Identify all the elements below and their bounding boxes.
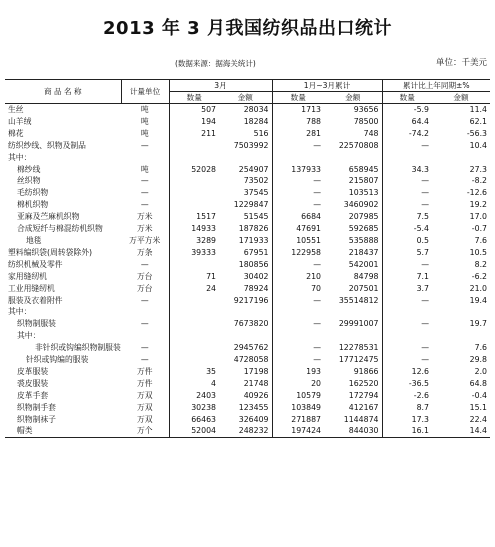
header-cum-amt: 金额 (324, 92, 382, 104)
header-cum-qty: 数量 (272, 92, 324, 104)
table-row (5, 414, 490, 426)
header-yoy-qty: 数量 (382, 92, 432, 104)
header-jan-mar: 1月~3月累计 (272, 80, 382, 92)
yoy-qty-cell: 34.3 (411, 164, 429, 174)
unit-cell: — (121, 140, 169, 152)
yoy-qty-cell: — (421, 343, 429, 353)
cum-amt-cell: 215807 (324, 175, 382, 187)
march-amt-cell: 516 (219, 128, 272, 140)
cum-amt-cell: 3460902 (324, 199, 382, 211)
commodity-name-cell: 棉机织物 (17, 200, 49, 210)
cum-amt-cell: 207501 (324, 283, 382, 295)
march-qty-cell: 1517 (196, 212, 216, 222)
cum-qty-cell: — (313, 259, 321, 269)
header-march: 3月 (169, 80, 272, 92)
yoy-qty-cell: -74.2 (408, 128, 429, 138)
unit-cell: 万件 (121, 366, 169, 378)
table-row (5, 271, 490, 283)
cum-amt-cell (324, 306, 382, 318)
march-qty-cell (169, 175, 219, 187)
yoy-amt-cell: 29.8 (469, 355, 488, 365)
table-row (5, 318, 490, 330)
table-row (5, 211, 490, 223)
unit-cell: 万双 (121, 390, 169, 402)
march-amt-cell: 187826 (219, 223, 272, 235)
yoy-qty-cell: — (421, 200, 429, 210)
table-row (5, 128, 490, 140)
unit-cell (121, 152, 169, 164)
cum-qty-cell: — (313, 295, 321, 305)
yoy-qty-cell: 7.1 (416, 271, 429, 281)
cum-qty-cell: — (313, 188, 321, 198)
cum-qty-cell: 197424 (272, 425, 324, 437)
cum-qty-cell: 10551 (296, 235, 321, 245)
yoy-amt-cell: 2.0 (474, 366, 488, 376)
march-amt-cell (219, 330, 272, 342)
march-amt-cell: 73502 (219, 175, 272, 187)
unit-label: 单位：千美元 (435, 58, 487, 68)
cum-amt-cell: 748 (324, 128, 382, 140)
cum-amt-cell: 207985 (324, 211, 382, 223)
march-amt-cell: 37545 (219, 187, 272, 199)
cum-qty-cell: 103849 (291, 402, 321, 412)
march-amt-cell: 171933 (219, 235, 272, 247)
yoy-amt-cell: 27.3 (469, 164, 488, 174)
table-row (5, 283, 490, 295)
commodity-name-cell: 服装及衣着附件 (8, 295, 63, 305)
cum-qty-cell: 20 (311, 378, 321, 388)
header-march-qty: 数量 (169, 92, 219, 104)
yoy-amt-cell: 10.5 (469, 247, 488, 257)
cum-qty-cell: 6684 (301, 212, 321, 222)
cum-qty-cell: 271887 (291, 414, 321, 424)
cum-amt-cell: 172794 (324, 390, 382, 402)
unit-cell: 万台 (121, 283, 169, 295)
march-qty-cell: 14933 (191, 224, 216, 234)
table-row (5, 116, 490, 128)
table-row (5, 425, 490, 437)
yoy-amt-cell (432, 152, 490, 164)
unit-cell: 吨 (121, 128, 169, 140)
unit-cell: — (121, 199, 169, 211)
yoy-qty-cell: — (421, 259, 429, 269)
march-qty-cell: 66463 (191, 414, 216, 424)
cum-amt-cell: 17712475 (324, 354, 382, 366)
march-qty-cell: 35 (206, 366, 216, 376)
yoy-qty-cell: 12.6 (411, 366, 429, 376)
unit-cell: 万米 (121, 211, 169, 223)
table-row (5, 402, 490, 414)
cum-amt-cell: 22570808 (324, 140, 382, 152)
yoy-qty-cell: — (421, 176, 429, 186)
march-amt-cell: 17198 (219, 366, 272, 378)
march-amt-cell: 2945762 (219, 342, 272, 354)
cum-amt-cell: 103513 (324, 187, 382, 199)
commodity-name-cell: 针织或钩编的服装 (26, 355, 89, 365)
unit-cell: 万条 (121, 247, 169, 259)
yoy-qty-cell (382, 306, 432, 318)
march-amt-cell: 7503992 (219, 140, 272, 152)
export-statistics-table (5, 79, 490, 438)
table-row (5, 104, 490, 116)
yoy-qty-cell: — (421, 355, 429, 365)
unit-cell: 万个 (121, 425, 169, 437)
commodity-name-cell: 家用缝纫机 (8, 271, 47, 281)
march-amt-cell: 180856 (219, 259, 272, 271)
cum-amt-cell (324, 152, 382, 164)
header-commodity-name: 商 品 名 称 (5, 80, 121, 104)
cum-amt-cell: 592685 (324, 223, 382, 235)
march-amt-cell: 28034 (219, 104, 272, 116)
march-amt-cell: 51545 (219, 211, 272, 223)
page-title: 2013 年 3 月我国纺织品出口统计 (103, 18, 392, 39)
commodity-name-cell: 棉纱线 (17, 164, 41, 174)
unit-cell (121, 330, 169, 342)
yoy-amt-cell: 64.8 (469, 378, 488, 388)
table-row (5, 164, 490, 176)
table-row (5, 342, 490, 354)
march-qty-cell: 39333 (191, 247, 216, 257)
march-amt-cell: 248232 (219, 425, 272, 437)
yoy-amt-cell: 21.0 (469, 283, 488, 293)
march-qty-cell (169, 354, 219, 366)
unit-cell: 吨 (121, 164, 169, 176)
yoy-amt-cell: 19.2 (469, 200, 488, 210)
yoy-qty-cell: -5.9 (413, 105, 429, 114)
cum-qty-cell: — (313, 355, 321, 365)
unit-cell: 万件 (121, 378, 169, 390)
commodity-name-cell: 其中： (8, 152, 32, 162)
cum-qty-cell: 47691 (296, 224, 321, 234)
yoy-amt-cell: -12.6 (466, 188, 488, 198)
unit-cell: 万平方米 (121, 235, 169, 247)
yoy-amt-cell: 19.4 (469, 295, 488, 305)
cum-qty-cell: 70 (311, 283, 321, 293)
cum-amt-cell: 93656 (324, 104, 382, 116)
yoy-amt-cell: -8.2 (471, 176, 488, 186)
unit-cell: — (121, 187, 169, 199)
commodity-name-cell: 织物制袜子 (17, 414, 56, 424)
table-row (5, 223, 490, 235)
march-amt-cell: 67951 (219, 247, 272, 259)
cum-amt-cell: 844030 (324, 425, 382, 437)
march-qty-cell: 4 (211, 378, 216, 388)
commodity-name-cell: 其中： (17, 331, 41, 341)
table-row (5, 354, 490, 366)
cum-amt-cell: 84798 (324, 271, 382, 283)
yoy-qty-cell: 64.4 (411, 116, 429, 126)
commodity-name-cell: 其中： (8, 307, 32, 317)
table-row (5, 378, 490, 390)
commodity-name-cell: 地毯 (26, 235, 42, 245)
cum-amt-cell: 535888 (324, 235, 382, 247)
cum-amt-cell: 35514812 (324, 295, 382, 307)
yoy-qty-cell: — (421, 295, 429, 305)
march-qty-cell: 507 (201, 105, 216, 114)
table-row (5, 306, 490, 318)
march-amt-cell: 21748 (219, 378, 272, 390)
yoy-qty-cell: 5.7 (416, 247, 429, 257)
yoy-qty-cell (382, 152, 432, 164)
yoy-qty-cell: — (421, 188, 429, 198)
cum-amt-cell: 542001 (324, 259, 382, 271)
cum-amt-cell (324, 330, 382, 342)
table-row (5, 175, 490, 187)
cum-qty-cell: — (313, 176, 321, 186)
header-march-amt: 金额 (219, 92, 272, 104)
commodity-name-cell: 皮革手套 (17, 390, 49, 400)
header-row-top (5, 80, 490, 92)
yoy-amt-cell: 11.4 (469, 105, 488, 114)
yoy-amt-cell: 62.1 (469, 116, 488, 126)
yoy-amt-cell: -0.7 (471, 224, 488, 234)
cum-amt-cell: 412167 (324, 402, 382, 414)
commodity-name-cell: 织物制服装 (17, 319, 56, 329)
cum-qty-cell: — (313, 200, 321, 210)
table-row (5, 152, 490, 164)
march-qty-cell (169, 140, 219, 152)
march-amt-cell (219, 306, 272, 318)
march-qty-cell: 24 (206, 283, 216, 293)
commodity-name-cell: 皮革服装 (17, 366, 49, 376)
cum-qty-cell: — (313, 343, 321, 353)
commodity-name-cell: 合成短纤与棉混纺机织物 (17, 224, 103, 234)
yoy-qty-cell: 7.5 (416, 212, 429, 222)
march-amt-cell: 78924 (219, 283, 272, 295)
table-row (5, 187, 490, 199)
unit-cell: — (121, 318, 169, 330)
march-qty-cell: 30238 (191, 402, 216, 412)
yoy-amt-cell: -0.4 (471, 390, 488, 400)
unit-cell: 万米 (121, 223, 169, 235)
yoy-qty-cell: 3.7 (416, 283, 429, 293)
cum-amt-cell: 162520 (324, 378, 382, 390)
header-yoy-amt: 金额 (432, 92, 490, 104)
yoy-amt-cell: 17.0 (469, 212, 488, 222)
unit-cell: — (121, 354, 169, 366)
cum-qty-cell: 122958 (291, 247, 321, 257)
cum-qty-cell: 137933 (291, 164, 321, 174)
cum-qty-cell (272, 306, 324, 318)
cum-qty-cell: 193 (306, 366, 321, 376)
commodity-name-cell: 丝织物 (17, 176, 41, 186)
cum-qty-cell: 10579 (296, 390, 321, 400)
yoy-amt-cell: 8.2 (474, 259, 488, 269)
yoy-amt-cell: 14.4 (432, 425, 490, 437)
commodity-name-cell: 塑料编织袋(周转袋除外) (8, 247, 93, 257)
march-qty-cell (169, 199, 219, 211)
yoy-amt-cell: 19.7 (469, 319, 488, 329)
yoy-amt-cell: 15.1 (469, 402, 488, 412)
yoy-qty-cell: 17.3 (411, 414, 429, 424)
table-row (5, 295, 490, 307)
unit-cell: 万台 (121, 271, 169, 283)
cum-amt-cell: 12278531 (324, 342, 382, 354)
cum-amt-cell: 78500 (324, 116, 382, 128)
march-qty-cell: 3289 (196, 235, 216, 245)
march-amt-cell: 4728058 (219, 354, 272, 366)
march-amt-cell: 30402 (219, 271, 272, 283)
yoy-amt-cell: 7.6 (474, 343, 488, 353)
commodity-name-cell: 毛纺织物 (17, 188, 49, 198)
yoy-amt-cell: -56.3 (466, 128, 488, 138)
data-source-note: (数据来源：据海关统计) (175, 59, 256, 68)
march-qty-cell (169, 295, 219, 307)
yoy-qty-cell (382, 330, 432, 342)
yoy-qty-cell: -36.5 (408, 378, 429, 388)
march-amt-cell: 123455 (219, 402, 272, 414)
march-qty-cell: 52028 (191, 164, 216, 174)
march-qty-cell (169, 152, 219, 164)
march-amt-cell: 1229847 (219, 199, 272, 211)
table-row (5, 259, 490, 271)
unit-cell (121, 306, 169, 318)
table-body (5, 104, 490, 438)
march-amt-cell: 40926 (219, 390, 272, 402)
cum-qty-cell: — (313, 319, 321, 329)
march-amt-cell: 9217196 (219, 295, 272, 307)
yoy-amt-cell: 22.4 (469, 414, 488, 424)
march-qty-cell (169, 318, 219, 330)
cum-qty-cell: 1713 (301, 105, 321, 114)
march-qty-cell: 71 (206, 271, 216, 281)
yoy-qty-cell: — (421, 319, 429, 329)
cum-qty-cell: 210 (306, 271, 321, 281)
header-yoy: 累计比上年同期±% (382, 80, 490, 92)
cum-amt-cell: 29991007 (324, 318, 382, 330)
commodity-name-cell: 帽类 (5, 425, 121, 437)
yoy-qty-cell: 8.7 (416, 402, 429, 412)
header-unit: 计量单位 (121, 80, 169, 104)
unit-cell: 吨 (121, 104, 169, 116)
yoy-amt-cell (432, 306, 490, 318)
yoy-amt-cell: 7.6 (474, 235, 488, 245)
cum-amt-cell: 218437 (324, 247, 382, 259)
cum-qty-cell: 281 (306, 128, 321, 138)
commodity-name-cell: 生丝 (8, 105, 24, 114)
march-qty-cell: 2403 (196, 390, 216, 400)
commodity-name-cell: 织物制手套 (17, 402, 56, 412)
table-row (5, 199, 490, 211)
march-qty-cell: 52004 (169, 425, 219, 437)
march-qty-cell (169, 306, 219, 318)
yoy-qty-cell: 0.5 (416, 235, 429, 245)
unit-cell: 万双 (121, 402, 169, 414)
yoy-qty-cell: -5.4 (413, 224, 429, 234)
yoy-amt-cell: 10.4 (469, 140, 488, 150)
yoy-amt-cell: -6.2 (471, 271, 488, 281)
march-qty-cell (169, 342, 219, 354)
commodity-name-cell: 工业用缝纫机 (8, 283, 55, 293)
cum-qty-cell: 788 (306, 116, 321, 126)
unit-cell: 万双 (121, 414, 169, 426)
cum-amt-cell: 658945 (324, 164, 382, 176)
commodity-name-cell: 亚麻及苎麻机织物 (17, 212, 80, 222)
yoy-qty-cell: -2.6 (413, 390, 429, 400)
unit-cell: — (121, 342, 169, 354)
march-qty-cell (169, 187, 219, 199)
commodity-name-cell: 山羊绒 (8, 116, 32, 126)
yoy-qty-cell: 16.1 (382, 425, 432, 437)
table-row (5, 330, 490, 342)
unit-cell: — (121, 295, 169, 307)
commodity-name-cell: 纺织纱线、织物及制品 (8, 140, 86, 150)
table-row (5, 140, 490, 152)
march-qty-cell: 194 (201, 116, 216, 126)
commodity-name-cell: 非针织或钩编织物制服装 (35, 343, 121, 353)
march-amt-cell: 18284 (219, 116, 272, 128)
table-row (5, 235, 490, 247)
table-row (5, 366, 490, 378)
cum-amt-cell: 1144874 (324, 414, 382, 426)
unit-cell: — (121, 175, 169, 187)
commodity-name-cell: 裘皮服装 (17, 378, 49, 388)
march-amt-cell: 326409 (219, 414, 272, 426)
unit-cell: 吨 (121, 116, 169, 128)
march-amt-cell (219, 152, 272, 164)
march-qty-cell: 211 (201, 128, 216, 138)
commodity-name-cell: 棉花 (8, 128, 24, 138)
march-qty-cell (169, 330, 219, 342)
cum-qty-cell: — (313, 140, 321, 150)
table-row (5, 390, 490, 402)
cum-amt-cell: 91866 (324, 366, 382, 378)
table-row (5, 247, 490, 259)
yoy-qty-cell: — (421, 140, 429, 150)
cum-qty-cell (272, 330, 324, 342)
yoy-amt-cell (432, 330, 490, 342)
march-qty-cell (169, 259, 219, 271)
unit-cell: — (121, 259, 169, 271)
commodity-name-cell: 纺织机械及零件 (8, 259, 63, 269)
march-amt-cell: 7673820 (219, 318, 272, 330)
cum-qty-cell (272, 152, 324, 164)
march-amt-cell: 254907 (219, 164, 272, 176)
